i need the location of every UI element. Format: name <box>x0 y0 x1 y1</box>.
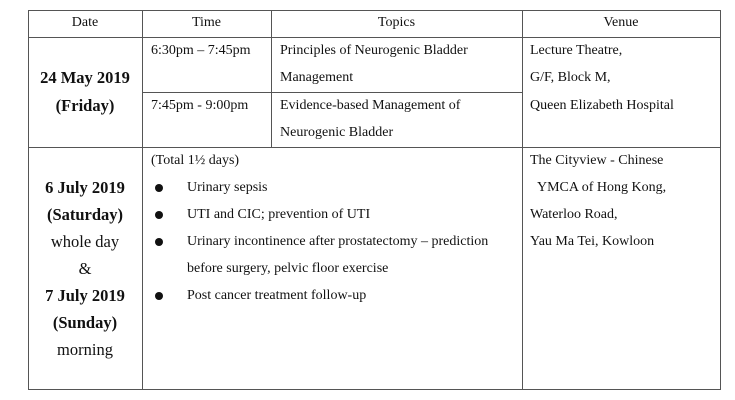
row2-date-start: 6 July 2019 <box>45 178 125 197</box>
row2-topic-4: Post cancer treatment follow-up <box>187 288 367 303</box>
row2-duration-start: whole day <box>50 232 120 251</box>
bullet-icon <box>155 211 163 219</box>
table-border-bottom <box>28 389 721 390</box>
row2-venue-line2: YMCA of Hong Kong, <box>537 180 667 195</box>
topics-venue-divider <box>522 10 523 390</box>
row1-day: (Friday) <box>55 96 115 115</box>
row2-topic-1: Urinary sepsis <box>187 180 268 195</box>
row1-session2-time: 7:45pm - 9:00pm <box>151 98 249 113</box>
row1-session1-topic-line1: Principles of Neurogenic Bladder <box>280 43 468 58</box>
row1-session1-topic-line2: Management <box>280 70 354 85</box>
row1-venue-line3: Queen Elizabeth Hospital <box>530 98 674 113</box>
row2-total-duration: (Total 1½ days) <box>151 153 240 168</box>
bullet-icon <box>155 238 163 246</box>
row2-venue-line3: Waterloo Road, <box>530 207 618 222</box>
row2-duration-end: morning <box>57 340 113 359</box>
row2-topic-3: Urinary incontinence after prostatectomy – prediction <box>187 234 489 249</box>
row1-session2-topic-line1: Evidence-based Management of <box>280 98 461 113</box>
row2-day-start: (Saturday) <box>46 205 124 224</box>
date-time-divider <box>142 10 143 390</box>
row1-date: 24 May 2019 <box>40 68 130 87</box>
header-time: Time <box>191 15 222 30</box>
bullet-icon <box>155 292 163 300</box>
row1-venue-line2: G/F, Block M, <box>530 70 611 85</box>
row2-topic-2: UTI and CIC; prevention of UTI <box>187 207 371 222</box>
row1-session2-topic-line2: Neurogenic Bladder <box>280 125 394 140</box>
table-border-top <box>28 10 721 11</box>
row2-day-end: (Sunday) <box>52 313 118 332</box>
row1-session1-time: 6:30pm – 7:45pm <box>151 43 251 58</box>
header-topics: Topics <box>377 15 416 30</box>
header-venue: Venue <box>603 15 639 30</box>
header-date: Date <box>71 15 99 30</box>
row2-ampersand: & <box>78 259 92 278</box>
row2-venue-line1: The Cityview - Chinese <box>530 153 664 168</box>
row2-date-end: 7 July 2019 <box>45 286 125 305</box>
row2-topic-3-continued: before surgery, pelvic floor exercise <box>187 261 389 276</box>
bullet-icon <box>155 184 163 192</box>
row1-venue-line1: Lecture Theatre, <box>530 43 623 58</box>
table-border-right <box>720 10 721 390</box>
row2-venue-line4: Yau Ma Tei, Kowloon <box>530 234 655 249</box>
